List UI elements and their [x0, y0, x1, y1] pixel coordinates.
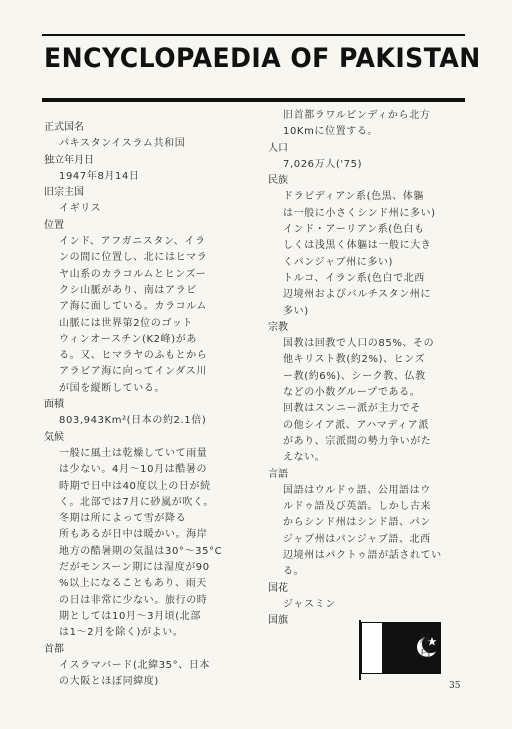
text-line: クシ山脈があり、南はアラビ — [59, 284, 197, 296]
text-line: 10Kmに位置する。 — [283, 126, 379, 138]
section-heading: 気候 — [44, 431, 64, 443]
national-flag — [355, 618, 455, 678]
text-line: は1〜2月を除く)がよい。 — [59, 627, 184, 639]
section-heading: 言語 — [268, 468, 288, 480]
text-line: イギリス — [59, 203, 102, 215]
text-line: ドラビディアン系(色黒、体軀 — [283, 191, 425, 203]
text-line: 山脈には世界第2位のゴット — [59, 317, 193, 329]
text-line: ウィンオースチン(K2峰)があ — [59, 333, 197, 345]
text-line: 一般に風土は乾燥していて雨量 — [59, 447, 208, 459]
text-line: 7,026万人('75) — [283, 158, 363, 170]
text-line: しくは浅黒く体軀は一般に大き — [283, 240, 432, 252]
text-line: インド、アフガニスタン、イラ — [59, 236, 206, 248]
text-line: 地方の酷暑期の気温は30°〜35°C — [59, 545, 223, 557]
text-line: 辺境州はパクトゥ語が話されてい — [283, 550, 442, 562]
section-heading: 首都 — [44, 643, 64, 655]
text-line: ア海に面している。カラコルム — [59, 301, 207, 313]
text-line: 期としては10月〜3月頃(北部 — [59, 610, 201, 622]
text-line: ジャブ州はパンジャブ語、北西 — [283, 533, 431, 545]
text-line: くパンジャブ州に多い) — [283, 256, 394, 268]
text-line: が国を縦断している。 — [59, 382, 165, 394]
right-column — [268, 108, 478, 630]
section-heading: 独立年月日 — [44, 154, 94, 166]
text-line: 国語はウルドゥ語、公用語はウ — [283, 484, 431, 496]
page-number: 35 — [449, 681, 461, 691]
section-heading: 人口 — [268, 142, 288, 154]
text-line: の大阪とほぼ同緯度) — [59, 676, 159, 688]
text-line: %以上になることもあり、雨天 — [59, 578, 207, 590]
title-underline — [42, 98, 465, 102]
text-line: 多い) — [283, 305, 309, 317]
text-line: 旧首都ラワルピンディから北方 — [283, 110, 431, 121]
text-line: トルコ、イラン系(色白で北西 — [283, 272, 425, 284]
section-heading: 国花 — [268, 582, 288, 594]
text-line: インド・アーリアン系(色白も — [283, 224, 425, 236]
text-line: る。又、ヒマラヤのふもとから — [59, 350, 208, 362]
left-column — [44, 120, 266, 690]
text-line: パキスタンイスラム共和国 — [59, 138, 186, 150]
text-line: の他シイア派、アハマディア派 — [283, 419, 429, 431]
text-line: 所もあるが日中は暖かい。海岸 — [59, 529, 208, 541]
text-line: 辺境州およびバルチスタン州に — [283, 289, 431, 301]
text-line: だがモンスーン期には湿度が90 — [59, 562, 210, 574]
text-line: 回教はスンニー派が主力でそ — [283, 403, 421, 415]
text-line: イスラマバード(北緯35°、日本 — [59, 659, 211, 671]
text-line: があり、宗派間の勢力争いがた — [283, 435, 432, 447]
page-title: ENCYCLOPAEDIA OF PAKISTAN — [44, 43, 481, 74]
text-line: 803,943Km²(日本の約2.1倍) — [59, 415, 207, 427]
text-line: ンの間に位置し、北にはヒマラ — [59, 252, 208, 264]
text-line: アラビア海に向ってインダス川 — [59, 366, 207, 378]
section-heading: 民族 — [268, 175, 288, 187]
section-heading: 旧宗主国 — [44, 187, 84, 199]
text-line: ルドゥ語及び英語。しかし古来 — [283, 501, 432, 513]
text-line: 時期で日中は40度以上の日が続 — [59, 480, 211, 492]
text-line: えない。 — [283, 452, 326, 464]
section-heading: 正式国名 — [44, 122, 84, 133]
section-heading: 位置 — [44, 219, 64, 231]
text-line: の日は非常に少ない。旅行の時 — [59, 594, 208, 606]
text-line: ー教(約6%)、シーク教、仏教 — [283, 370, 426, 382]
text-line: 1947年8月14日 — [59, 170, 140, 182]
text-line: 他キリスト教(約2%)、ヒンズ — [283, 354, 426, 366]
text-line: などの小数グループである。 — [283, 387, 421, 399]
top-rule — [42, 34, 465, 36]
section-heading: 国旗 — [268, 615, 288, 627]
text-line: 国教は回教で人口の85%、その — [283, 338, 435, 350]
text-line: からシンド州はシンド語、パン — [283, 517, 431, 529]
section-heading: 面積 — [44, 399, 64, 411]
text-line: ジャスミン — [283, 598, 336, 610]
text-line: ヤ山系のカラコルムとヒンズー — [59, 268, 207, 280]
text-line: 冬期は所によって雪が降る — [59, 513, 187, 525]
text-line: は一般に小さくシンド州に多い) — [283, 207, 436, 219]
text-line: く。北部では7月に砂嵐が吹く。 — [59, 496, 214, 508]
text-line: は少ない。4月〜10月は酷暑の — [59, 464, 208, 476]
flag-caption: 緑白 — [420, 632, 431, 659]
flag-white-band — [362, 623, 382, 673]
section-heading: 宗教 — [268, 321, 288, 333]
text-line: る。 — [283, 566, 305, 578]
